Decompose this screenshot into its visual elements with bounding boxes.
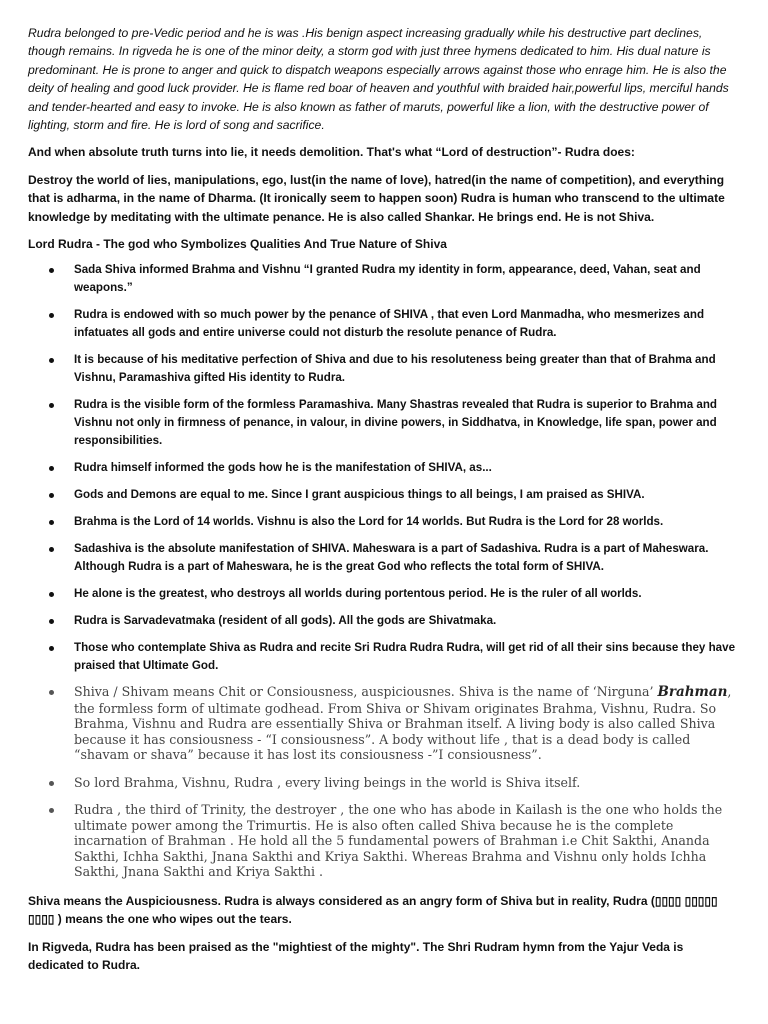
bullet-icon xyxy=(49,646,54,651)
list-item xyxy=(28,540,740,576)
list-item-text: Sadashiva is the absolute manifestation of SHIVA. Maheswara is a part of Sadashiva. Rudra is a part of Maheswara. Although Rudra is a part of Maheswara, he is the great God who reflects the total form of SHIVA. xyxy=(74,542,709,574)
list-item-text-before: Shiva / Shivam means Chit or Consiousness, auspiciousnes. Shiva is the name of ‘Nirguna’ xyxy=(74,684,658,700)
list-item xyxy=(28,396,740,450)
brahman-term: Brahman xyxy=(657,684,728,701)
bullet-icon xyxy=(49,403,54,408)
bullet-icon xyxy=(49,493,54,498)
auspicious-paragraph: Shiva means the Auspiciousness. Rudra is always considered as an angry form of Shiva but in reality, Rudra (▯▯▯▯ ▯▯▯▯▯ ▯▯▯▯ ) means the one who wipes out the tears. xyxy=(28,893,718,927)
list-item-text: Those who contemplate Shiva as Rudra and recite Sri Rudra Rudra Rudra, will get rid of all their sins because they have praised that Ultimate God. xyxy=(74,641,736,673)
list-item xyxy=(28,306,740,342)
list-item-text: It is because of his meditative perfection of Shiva and due to his resoluteness being greater than that of Brahma and Vishnu, Paramashiva gifted His identity to Rudra. xyxy=(74,353,716,385)
bullet-icon xyxy=(49,268,54,273)
list-item-text: Sada Shiva informed Brahma and Vishnu “I granted Rudra my identity in form, appearance, deed, Vahan, seat and weapons.” xyxy=(74,263,701,295)
list-item xyxy=(28,684,740,763)
bullet-icon xyxy=(49,520,54,525)
bold-bullet-list xyxy=(28,261,740,675)
list-item xyxy=(28,639,740,675)
bullet-icon xyxy=(49,619,54,624)
list-item xyxy=(28,775,740,791)
bullet-icon xyxy=(49,313,54,318)
list-item xyxy=(28,513,740,531)
list-item-text: Rudra , the third of Trinity, the destroyer , the one who has abode in Kailash is the one who holds the ultimate power among the Trimurtis. He is also often called Shiva because he is the complete incarnation of Brahman . He hold all the 5 fundamental powers of Brahman i.e Chit Sakthi, Ananda Sakthi, Ichha Sakthi, Jnana Sakthi and Kriya Sakthi. Whereas Brahma and Vishnu only holds Ichha Sakthi, Jnana Sakthi and Kriya Sakthi . xyxy=(74,802,723,880)
list-item-text: Brahma is the Lord of 14 worlds. Vishnu is also the Lord for 14 worlds. But Rudra is the Lord for 28 worlds. xyxy=(74,515,664,529)
list-item xyxy=(28,351,740,387)
bullet-icon xyxy=(49,592,54,597)
bullet-icon xyxy=(49,808,54,813)
list-item-text-after: , the formless form of ultimate godhead. From Shiva or Shivam originates Brahma, Vishnu, Rudra. So Brahma, Vishnu and Rudra are essentially Shiva or Brahman itself. A living body is also called Shiva because it has consiousness - “I consiousness”. A body without life , that is a dead body is called “shavam or shava” because it has lost its consiousness -”I consiousness”. xyxy=(74,684,732,763)
bullet-icon xyxy=(49,466,54,471)
list-item xyxy=(28,585,740,603)
serif-bullet-list xyxy=(28,684,740,880)
list-item xyxy=(28,261,740,297)
list-item-text: Rudra is the visible form of the formless Paramashiva. Many Shastras revealed that Rudra is superior to Brahma and Vishnu not only in firmness of penance, in valour, in divine powers, in Siddhatva, in Knowledge, life span, power and responsibilities. xyxy=(74,398,718,448)
list-item-text: So lord Brahma, Vishnu, Rudra , every living beings in the world is Shiva itself. xyxy=(74,774,581,790)
list-item-text: Rudra is Sarvadevatmaka (resident of all gods). All the gods are Shivatmaka. xyxy=(74,614,497,628)
list-item xyxy=(28,459,740,477)
bullet-icon xyxy=(49,781,54,786)
list-item-text: He alone is the greatest, who destroys all worlds during portentous period. He is the ruler of all worlds. xyxy=(74,587,642,601)
destroy-paragraph: Destroy the world of lies, manipulations, ego, lust(in the name of love), hatred(in the name of competition), and everything that is adharma, in the name of Dharma. (It ironically seem to happen soon) Rudra is human who transcend to the ultimate knowledge by meditating with the ultimate penance. He is also called Shankar. He brings end. He is not Shiva. xyxy=(28,172,725,224)
list-item xyxy=(28,486,740,504)
bullet-icon xyxy=(49,358,54,363)
list-item-text: Rudra himself informed the gods how he is the manifestation of SHIVA, as... xyxy=(74,461,492,475)
list-item-text: Rudra is endowed with so much power by the penance of SHIVA , that even Lord Manmadha, who mesmerizes and infatuates all gods and entire universe could not disturb the resolute penance of Rudra. xyxy=(74,308,705,340)
list-item-text: Gods and Demons are equal to me. Since I grant auspicious things to all beings, I am praised as SHIVA. xyxy=(74,488,645,502)
list-heading: Lord Rudra - The god who Symbolizes Qualities And True Nature of Shiva xyxy=(28,237,447,252)
list-item xyxy=(28,802,740,880)
rigveda-paragraph: In Rigveda, Rudra has been praised as the "mightiest of the mighty". The Shri Rudram hymn from the Yajur Veda is dedicated to Rudra. xyxy=(28,939,684,973)
bullet-icon xyxy=(49,547,54,552)
bullet-icon xyxy=(49,690,54,695)
list-item xyxy=(28,612,740,630)
intro-paragraph: Rudra belonged to pre-Vedic period and he is was .His benign aspect increasing gradually while his destructive part declines, though remains. In rigveda he is one of the minor deity, a storm god with just three hymens dedicated to him. His dual nature is predominant. He is prone to anger and quick to dispatch weapons especially arrows against those who enrage him. He is also the deity of healing and good luck provider. He is flame red boar of heaven and youthful with braided hair,powerful lips, merciful hands and tender-hearted and easy to invoke. He is also known as father of maruts, powerful like a lion, with the destructive power of lighting, storm and fire. He is lord of song and sacrifice. xyxy=(28,26,729,133)
destruction-line: And when absolute truth turns into lie, it needs demolition. That's what “Lord of destruction”- Rudra does: xyxy=(28,145,635,160)
